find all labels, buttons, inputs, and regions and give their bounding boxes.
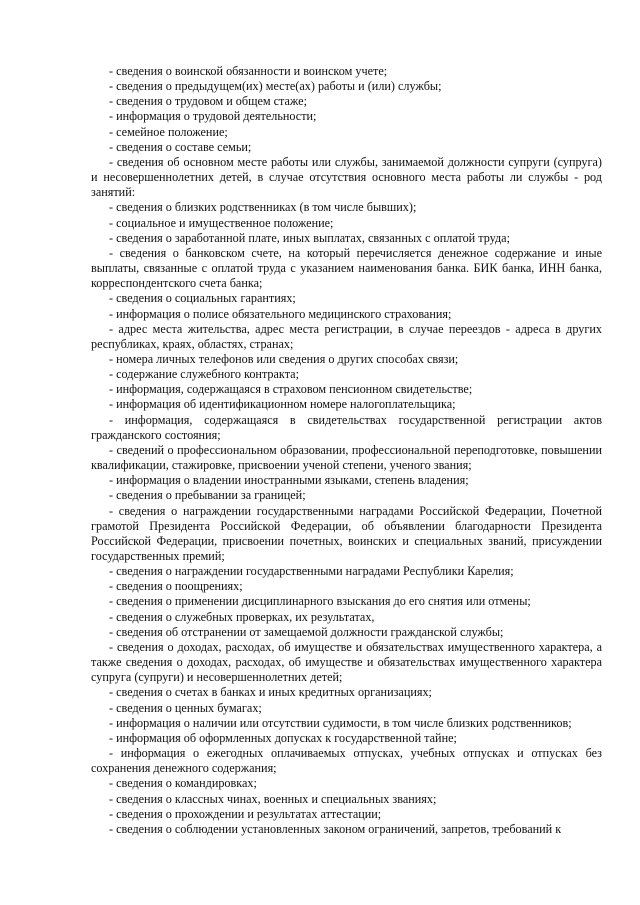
list-item: - сведения о близких родственниках (в том числе бывших);: [109, 200, 417, 215]
list-item: - сведения о применении дисциплинарного взыскания до его снятия или отмены;: [109, 594, 531, 609]
list-item: - сведения о заработанной плате, иных выплатах, связанных с оплатой труда;: [109, 230, 510, 245]
list-item: - сведения о награждении государственными наградами Российской Федерации, Почетной грамотой Президента Российской Федерации, об объявлении благодарности Президента Российской Федерации, присвоении почетных, воинских и специальных званий, присуждении государственных премий;: [91, 503, 602, 563]
list-item: - сведения о пребывании за границей;: [109, 488, 306, 503]
list-item: - сведения об отстранении от замещаемой должности гражданской службы;: [109, 624, 504, 639]
list-item: - сведения о поощрениях;: [109, 579, 243, 594]
document-page: [91, 64, 602, 837]
list-item: - сведения о счетах в банках и иных кредитных организациях;: [109, 685, 432, 700]
list-item: - содержание служебного контракта;: [109, 367, 299, 382]
list-item: - номера личных телефонов или сведения о других способах связи;: [109, 351, 459, 366]
list-item: - сведения о банковском счете, на который перечисляется денежное содержание и иные выплаты, связанные с оплатой труда с указанием наименования банка. БИК банка, ИНН банка, корреспондентского счета банка;: [91, 245, 602, 291]
list-item: - сведения о служебных проверках, их результатах,: [109, 609, 375, 624]
list-item: - сведения о классных чинах, военных и специальных званиях;: [109, 791, 437, 806]
list-item: - информация о владении иностранными языками, степень владения;: [109, 473, 469, 488]
list-item: - сведения о трудовом и общем стаже;: [109, 94, 307, 109]
list-item: - сведения о составе семьи;: [109, 139, 252, 154]
list-item: - сведения о социальных гарантиях;: [109, 291, 296, 306]
list-item: - семейное положение;: [109, 124, 228, 139]
list-item: - информация о полисе обязательного медицинского страхования;: [109, 306, 452, 321]
list-item: - информация об оформленных допусках к государственной тайне;: [109, 730, 457, 745]
list-item: - информация о трудовой деятельности;: [109, 109, 317, 124]
list-item: - сведения о предыдущем(их) месте(ах) работы и (или) службы;: [109, 79, 442, 94]
list-item: - сведения о доходах, расходах, об имуществе и обязательствах имущественного характера, а также сведения о доходах, расходах, об имуществе и обязательствах имущественного характера супруга (супруги) и несовершеннолетних детей;: [91, 639, 602, 685]
list-item: - информация о ежегодных оплачиваемых отпусках, учебных отпусках и отпусках без сохранения денежного содержания;: [91, 746, 602, 776]
list-item: - информация о наличии или отсутствии судимости, в том числе близких родственников;: [109, 715, 572, 730]
list-item: - сведения о награждении государственными наградами Республики Карелия;: [109, 564, 514, 579]
list-item: - информация, содержащаяся в свидетельствах государственной регистрации актов гражданского состояния;: [91, 412, 602, 442]
list-item: - информация, содержащаяся в страховом пенсионном свидетельстве;: [109, 382, 473, 397]
list-item: - сведения о соблюдении установленных законом ограничений, запретов, требований к: [109, 821, 562, 836]
list-item: - сведения об основном месте работы или службы, занимаемой должности супруги (супруга) и несовершеннолетних детей, в случае отсутствия основного места работы ли службы - род занятий:: [91, 154, 602, 200]
list-item: - сведения о воинской обязанности и воинском учете;: [109, 64, 388, 78]
list-item: - сведения о прохождении и результатах аттестации;: [109, 806, 382, 821]
list-item: - сведения о командировках;: [109, 776, 257, 791]
list-item: - информация об идентификационном номере налогоплательщика;: [109, 397, 456, 412]
list-item: - социальное и имущественное положение;: [109, 215, 334, 230]
list-item: - сведения о ценных бумагах;: [109, 700, 262, 715]
list-item: - сведений о профессиональном образовании, профессиональной переподготовке, повышении квалификации, стажировке, присвоении ученой степени, ученого звания;: [91, 442, 602, 473]
list-item: - адрес места жительства, адрес места регистрации, в случае переездов - адреса в других республиках, краях, областях, странах;: [91, 321, 602, 351]
